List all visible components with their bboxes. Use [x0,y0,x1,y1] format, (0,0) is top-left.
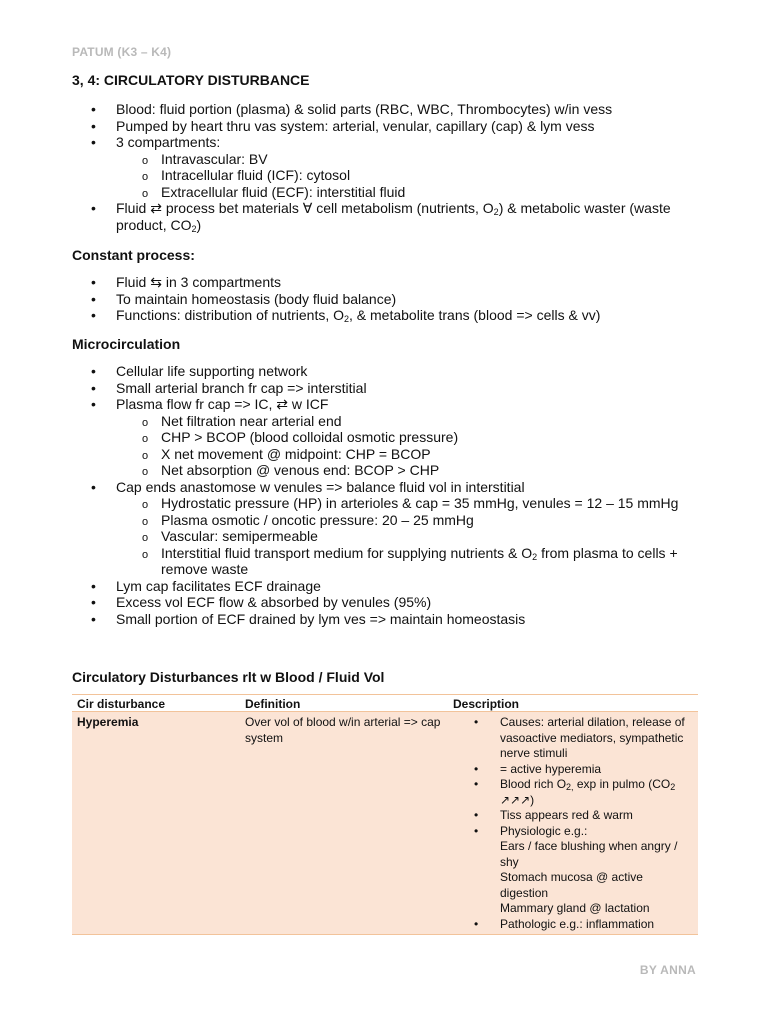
table-heading: Circulatory Disturbances rlt w Blood / Fluid Vol [72,669,385,685]
list-item: • Blood: fluid portion (plasma) & solid parts (RBC, WBC, Thrombocytes) w/in vess [72,101,692,118]
sub-list-item: o Net filtration near arterial end [116,413,692,430]
list-item: • Lym cap facilitates ECF drainage [72,578,692,595]
list-item: • 3 compartments: o Intravascular: BV o Intracellular fluid (ICF): cytosol o Extracellular fluid (ECF): interstitial fluid [72,134,692,200]
sub-list-item: o Interstitial fluid transport medium for supplying nutrients & $O_2$ from plasma to cells + remove waste [116,545,692,578]
list-item: • Small portion of ECF drained by lym ves => maintain homeostasis [72,611,692,628]
example-line: Stomach mucosa @ active digestion [500,870,643,900]
disturbance-table [72,694,698,935]
micro-list [72,363,692,627]
list-item: • Small arterial branch fr cap => interstitial [72,380,692,397]
sub-list-item: o CHP > BCOP (blood colloidal osmotic pressure) [116,429,692,446]
description-item: • Physiologic e.g.: Ears / face blushing when angry / shy Stomach mucosa @ active digestion Mammary gland @ lactation [453,824,693,917]
table-row [72,712,698,935]
description-item: • Tiss appears red & warm [453,808,693,824]
sub-list [116,151,692,201]
sub-list-item: o Vascular: semipermeable [116,528,692,545]
disturbance-description [448,712,698,935]
sub-list-item: o Hydrostatic pressure (HP) in arterioles & cap = 35 mmHg, venules = 12 – 15 mmHg [116,495,692,512]
list-item: • Cellular life supporting network [72,363,692,380]
example-line: Ears / face blushing when angry / shy [500,839,678,869]
table-header-row [72,695,698,712]
list-item: • Cap ends anastomose w venules => balance fluid vol in interstitial o Hydrostatic pressure (HP) in arterioles & cap = 35 mmHg, venules = 12 – 15 mmHg o Plasma osmotic / oncotic pressure: 20 – 25 mmHg o Vascular: semipermeable o Interstitial fluid transport medium for supplying nutrients & $O_2$ from plasma to cells + remove waste [72,479,692,578]
sub-list-item: o X net movement @ midpoint: CHP = BCOP [116,446,692,463]
sub-list-item: o Extracellular fluid (ECF): interstitial fluid [116,184,692,201]
micro-heading: Microcirculation [72,336,181,352]
list-item: • Excess vol ECF flow & absorbed by venules (95%) [72,594,692,611]
course-header: PATUM (K3 – K4) [72,45,172,59]
list-item: • Plasma flow fr cap => IC, ⇄ w ICF o Net filtration near arterial end o CHP > BCOP (blood colloidal osmotic pressure) o X net movement @ midpoint: CHP = BCOP o Net absorption @ venous end: BCOP > CHP [72,396,692,479]
column-header: Definition [240,695,448,712]
sub-list-item: o Net absorption @ venous end: BCOP > CHP [116,462,692,479]
list-item: • Functions: distribution of nutrients, $O_2$, & metabolite trans (blood => cells & vv) [72,307,692,324]
example-line: Mammary gland @ lactation [500,901,650,915]
description-item: • Pathologic e.g.: inflammation [453,917,693,933]
intro-list [72,101,692,233]
description-item: • Blood rich $O_{2,}$ exp in pulmo ($CO_2$ ↗↗↗) [453,777,693,808]
constant-heading: Constant process: [72,247,195,263]
list-item: • Fluid ⇆ in 3 compartments [72,274,692,291]
disturbance-name: Hyperemia [72,712,240,935]
column-header: Description [448,695,698,712]
list-item: • Fluid ⇄ process bet materials ∀ cell metabolism (nutrients, $O_2$) & metabolic waster (waste product, $CO_2$) [72,200,692,233]
list-item: • Pumped by heart thru vas system: arterial, venular, capillary (cap) & lym vess [72,118,692,135]
constant-list [72,274,692,324]
sub-list-item: o Intracellular fluid (ICF): cytosol [116,167,692,184]
column-header: Cir disturbance [72,695,240,712]
description-item: • = active hyperemia [453,762,693,778]
sub-list-item: o Plasma osmotic / oncotic pressure: 20 – 25 mmHg [116,512,692,529]
disturbance-definition: Over vol of blood w/in arterial => cap system [240,712,448,935]
description-list [453,715,693,932]
author-footer: BY ANNA [639,963,696,977]
page-title: 3, 4: CIRCULATORY DISTURBANCE [72,72,310,88]
sub-list [116,495,692,578]
sub-list [116,413,692,479]
description-item: • Causes: arterial dilation, release of vasoactive mediators, sympathetic nerve stimuli [453,715,693,762]
sub-list-item: o Intravascular: BV [116,151,692,168]
list-item: • To maintain homeostasis (body fluid balance) [72,291,692,308]
